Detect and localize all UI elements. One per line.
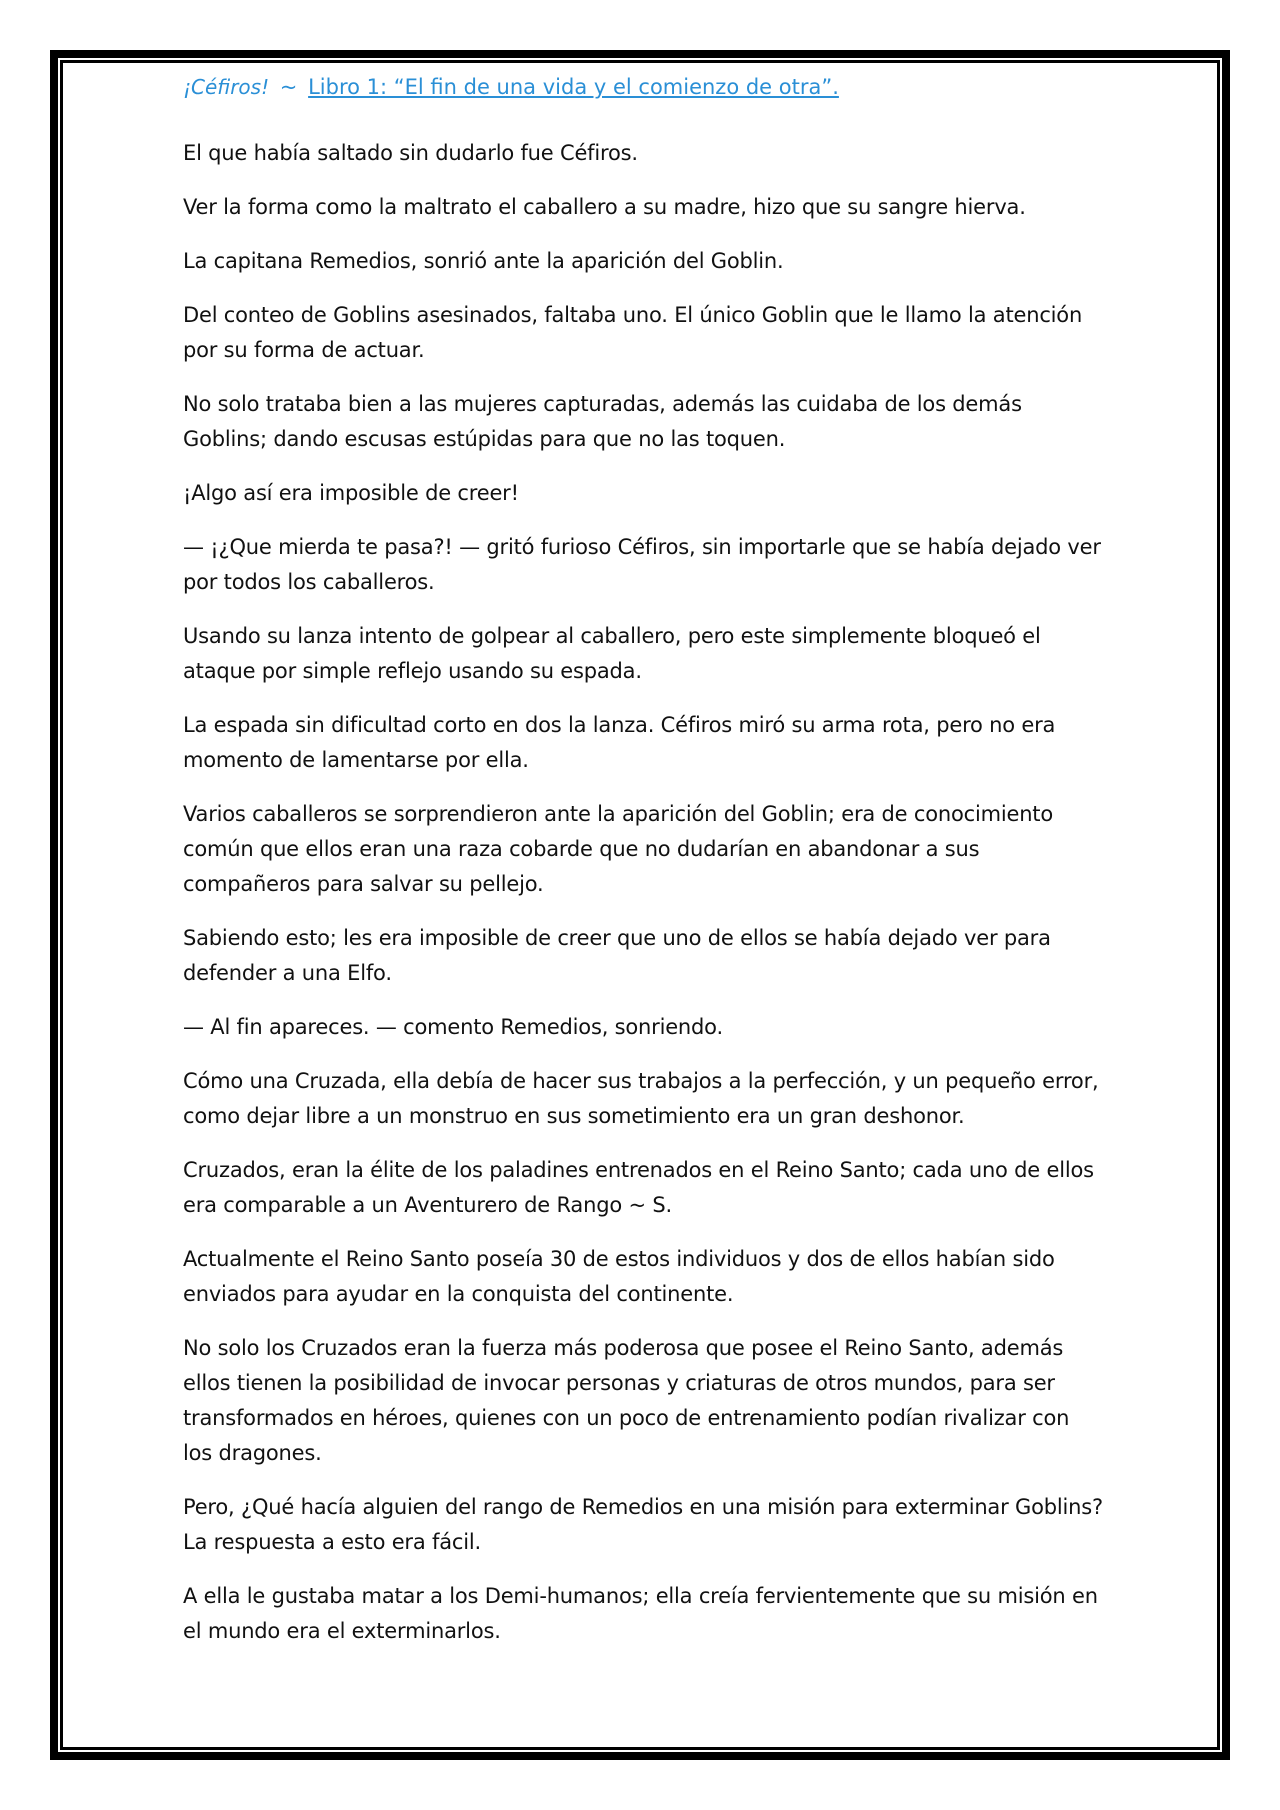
header-separator: ~ <box>279 75 298 99</box>
paragraph: Pero, ¿Qué hacía alguien del rango de Remedios en una misión para exterminar Goblins? La respuesta a esto era fácil. <box>183 1495 1103 1554</box>
paragraph: Ver la forma como la maltrato el caballero a su madre, hizo que su sangre hierva. <box>183 195 1026 219</box>
paragraph: No solo trataba bien a las mujeres capturadas, además las cuidaba de los demás Goblins; dando escusas estúpidas para que no las toquen. <box>183 392 1022 451</box>
paragraph: Cómo una Cruzada, ella debía de hacer sus trabajos a la perfección, y un pequeño error, como dejar libre a un monstruo en sus sometimiento era un gran deshonor. <box>183 1069 1099 1128</box>
paragraph: La capitana Remedios, sonrió ante la aparición del Goblin. <box>183 249 784 273</box>
paragraph: La espada sin dificultad corto en dos la lanza. Céfiros miró su arma rota, pero no era momento de lamentarse por ella. <box>183 713 1056 772</box>
chapter-header <box>183 72 1103 102</box>
paragraph: Varios caballeros se sorprendieron ante la aparición del Goblin; era de conocimiento común que ellos eran una raza cobarde que no dudarían en abandonar a sus compañeros para salvar su pellejo. <box>183 802 1053 896</box>
paragraph: A ella le gustaba matar a los Demi-humanos; ella creía fervientemente que su misión en el mundo era el exterminarlos. <box>183 1584 1098 1643</box>
series-title: ¡Céfiros! <box>183 75 270 99</box>
paragraph: Sabiendo esto; les era imposible de creer que uno de ellos se había dejado ver para defender a una Elfo. <box>183 926 1051 985</box>
paragraph: — ¡¿Que mierda te pasa?! — gritó furioso Céfiros, sin importarle que se había dejado ver por todos los caballeros. <box>183 535 1101 594</box>
paragraph: ¡Algo así era imposible de creer! <box>183 481 519 505</box>
book-title: Libro 1: “El fin de una vida y el comienzo de otra”. <box>308 75 839 99</box>
paragraph: Usando su lanza intento de golpear al caballero, pero este simplemente bloqueó el ataque por simple reflejo usando su espada. <box>183 624 1041 683</box>
paragraph: No solo los Cruzados eran la fuerza más poderosa que posee el Reino Santo, además ellos tienen la posibilidad de invocar personas y criaturas de otros mundos, para ser transformados en héroes, quienes con un poco de entrenamiento podían rivalizar con los dragones. <box>183 1336 1070 1465</box>
paragraph: El que había saltado sin dudarlo fue Céfiros. <box>183 141 638 165</box>
paragraph: Cruzados, eran la élite de los paladines entrenados en el Reino Santo; cada uno de ellos era comparable a un Aventurero de Rango ~ S. <box>183 1158 1094 1217</box>
paragraph: Del conteo de Goblins asesinados, faltaba uno. El único Goblin que le llamo la atención por su forma de actuar. <box>183 303 1083 362</box>
page-content <box>183 72 1103 1668</box>
paragraph: — Al fin apareces. — comento Remedios, sonriendo. <box>183 1015 723 1039</box>
paragraph: Actualmente el Reino Santo poseía 30 de estos individuos y dos de ellos habían sido enviados para ayudar en la conquista del continente. <box>183 1247 1055 1306</box>
